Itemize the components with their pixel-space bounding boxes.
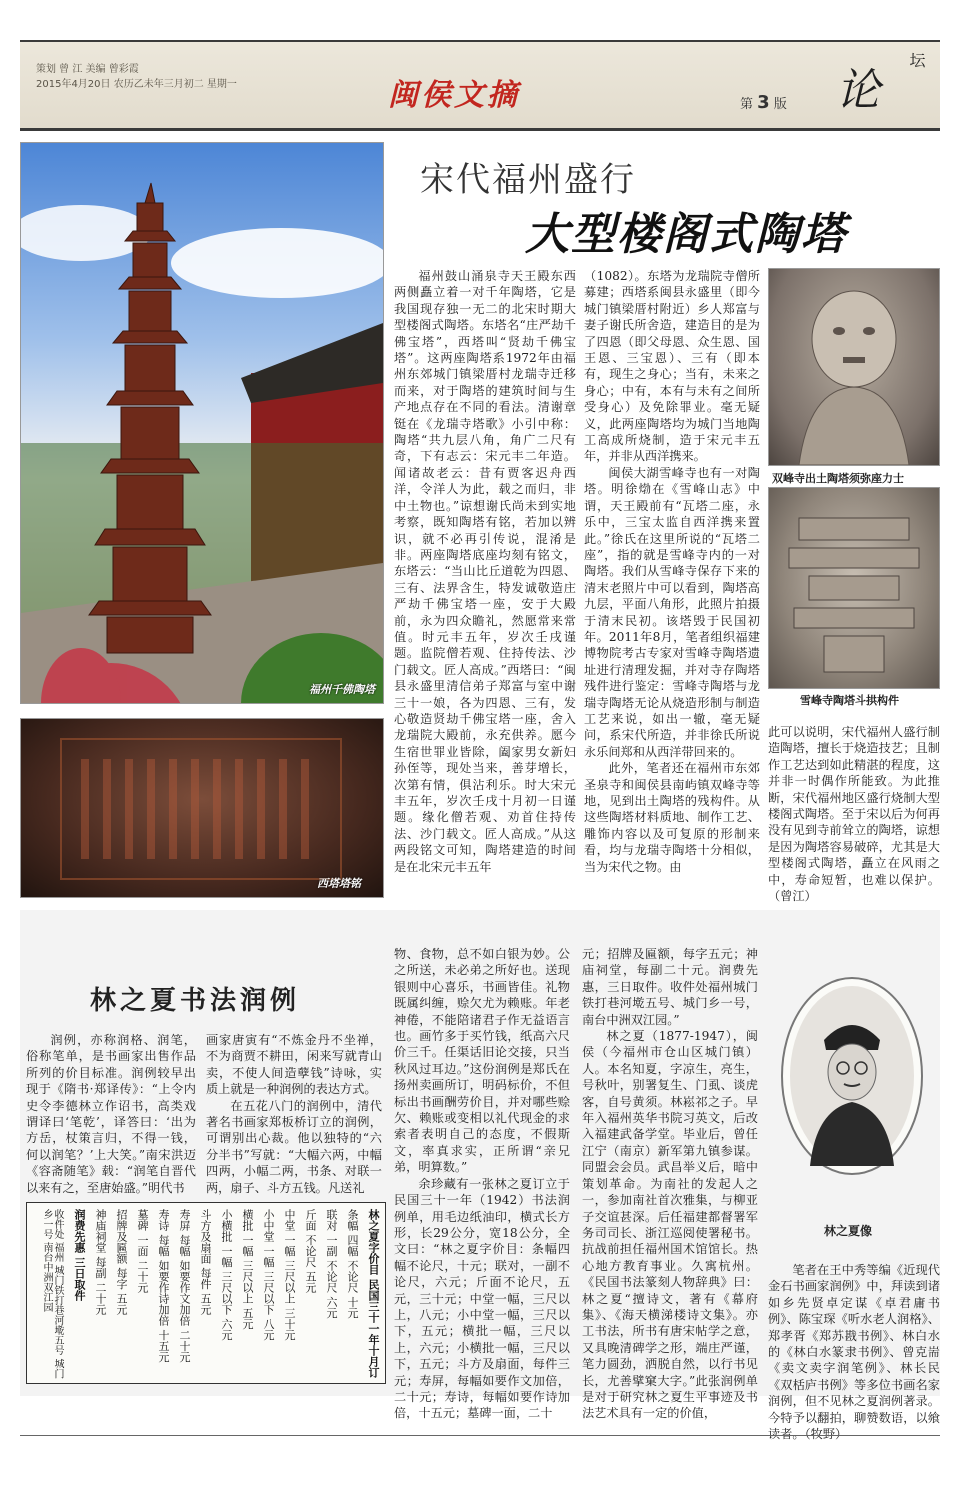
fee-list-item: 斤面 不论尺 五元	[304, 1209, 317, 1293]
article2-paragraph: 在五花八门的润例中，清代著名书画家郑板桥订立的润例，可谓别出心裁。他以独特的“六分半书”写就：“大幅六两，中幅四两，小幅二两，书条、对联一两，扇子、斗方五钱。凡送礼	[206, 1098, 382, 1195]
photo-guardian-figure	[768, 268, 940, 466]
fee-list-address: 收件处 福州 城门铁打巷河墘五号 城门乡一号 南台中洲双江园	[41, 1209, 63, 1379]
article1-paragraph: 福州鼓山涌泉寺天王殿东西两侧矗立着一对千年陶塔，它是我国现存独一无二的北宋时期大型楼阁式陶塔。东塔名“庄严劫千佛宝塔”，西塔叫“贤劫千佛宝塔”。这两座陶塔系1972年由福州东郊城门镇梁厝村龙瑞寺迁移而来，对于陶塔的建筑时间与生产地点存在不同的看法。清谢章铤在《龙瑞寺塔歌》小引中称：陶塔“共九层八角，角广二尺有奇，下有志云：宋元丰二年造。闻诸故老云：昔有贾客迟舟西洋，令洋人为此，载之而归，非中土物也。”谅想谢氏尚未到实地考察，既知陶塔有铭，若加以辨识，就不必再引传说，混淆是非。两座陶塔底座均刻有铭文，东塔云：“当山比丘道乾为四恩、三有、法界含生，特发诚敬造庄严劫千佛宝塔一座，安于大殿前，永为四众瞻礼，然愿常来常值。时元丰五年，岁次壬戌谨题。监院僧若观、住持传法、沙门载文。匠人高成。”西塔曰：“闽县永盛里清信弟子郑富与室中谢三十一娘，各为四恩、三有，发心敬造贤劫千佛宝塔一座，舍入龙瑞院大殿前，永充供养。愿今生宿世罪业皆除，阖家男女新妇孙侄等，现处当来，善芽增长，次第有情，俱沾利乐。时大宋元丰五年，岁次壬戌十月初一日谨题。缘化僧若观、劝首住持传法、沙门载文。匠人高成。”从这两段铭文可知，陶塔建造的时间是在北宋元丰五年	[394, 269, 576, 874]
fee-list-terms: 润费先惠 三日取件	[73, 1209, 86, 1301]
article2-column-1	[26, 1032, 196, 1196]
fee-list-item: 寿诗 每幅 如要作诗加倍 十五元	[157, 1209, 170, 1363]
page-prefix: 第	[740, 97, 754, 112]
article1-column-1	[394, 268, 576, 875]
article2-column-3	[394, 946, 570, 1422]
credits-editors: 策划 曾 江 美编 曾彩霞	[36, 64, 139, 75]
fee-list-item: 条幅 四幅 不论尺 十元	[346, 1209, 359, 1319]
article1-paragraph: （1082）。东塔为龙瑞院寺僧所募建；西塔系闽县永盛里（即今城门镇梁厝村附近）乡人郑富与妻子谢氏所舍造，建造目的是为了四恩（即父母恩、众生恩、国王恩、三宝恩）、三有（即本有，现生之身心；当有，未来之身心；中有，本有与未有之间所受身心）及免除罪业。毫无疑义，此两座陶塔均为城门当地陶工高成所烧制，造于宋元丰五年，并非从西洋携来。	[584, 269, 760, 464]
inscription-texture	[21, 719, 383, 897]
article1-paragraph: 此外，笔者还在福州市东郊圣泉寺和闽侯县南屿镇双峰寺等地，见到出土陶塔的残构件。从这些陶塔材料质地、制作工艺、雕饰内容以及可复原的形制来看，均与龙瑞寺陶塔十分相似，当为宋代之物。由	[584, 761, 760, 874]
photo-portrait-lin-zhixia	[780, 976, 924, 1176]
masthead	[20, 40, 940, 131]
article1-paragraph: 此可以说明，宋代福州人盛行制造陶塔，擅长于烧造技艺；且制作工艺达到如此精湛的程度，这并非一时偶作所能致。为此推断，宋代福州地区盛行烧制大型楼阁式陶塔。至于宋以后为何再没有见到寺前耸立的陶塔，谅想是因为陶塔容易破碎，尤其是大型楼阁式陶塔，矗立在风雨之中，寿命短暂，也难以保护。（曾江）	[768, 725, 940, 904]
article2-column-5	[768, 1262, 940, 1442]
article2-title: 林之夏书法润例	[90, 986, 301, 1016]
fee-list-item: 寿屏 每幅 如要作文加倍 二十元	[178, 1209, 191, 1363]
bracket-shape	[769, 488, 939, 688]
fee-list-item: 墓碑 一面 二十元	[136, 1209, 149, 1293]
pagoda-illustration	[21, 143, 383, 703]
article1-paragraph: 闽侯大湖雪峰寺也有一对陶塔。明徐𤊹在《雪峰山志》中谓，天王殿前有“瓦塔二座，永乐中，三宝太监自西洋携来置此。”徐氏在这里所说的“瓦塔二座”，指的就是雪峰寺内的一对陶塔。我们从雪峰寺保存下来的清末老照片中可以看到，陶塔高九层，平面八角形，此照片拍摄于清末民初。该塔毁于民国初年。2011年8月，笔者组织福建博物院考古专家对雪峰寺陶塔遗址进行清理发掘，并对寺存陶塔残件进行鉴定：雪峰寺陶塔与龙瑞寺陶塔无论从烧造形制与制造工艺来说，如出一辙，毫无疑问，系宋代所造，并非徐氏所说永乐间郑和从西洋带回来的。	[584, 465, 760, 759]
page-bottom-rule	[20, 1435, 940, 1436]
fee-list-item: 横批 一幅 三尺以上 五元	[241, 1209, 254, 1330]
column-logo	[828, 46, 932, 120]
photo-fuzhou-pagoda	[20, 142, 384, 704]
page-number: 3	[757, 92, 770, 113]
column-logo-main: 论	[836, 65, 880, 116]
caption-bracket: 雪峰寺陶塔斗拱构件	[800, 694, 899, 707]
fee-list-item: 联对 一副 不论尺 六元	[325, 1209, 338, 1319]
fee-list-item: 中堂 一幅 三尺以上 三十元	[283, 1209, 296, 1341]
article2-paragraph: 画家唐寅有“不炼金丹不坐禅，不为商贾不耕田，闲来写就青山卖，不使人间造孽钱”诗咏，实质上就是一种润例的表达方式。	[206, 1033, 382, 1097]
column-logo-sub: 坛	[907, 52, 926, 68]
issue-date: 2015年4月20日 农历乙未年三月初二 星期一	[36, 79, 237, 90]
article1-title-line1: 宋代福州盛行	[420, 160, 636, 200]
article1-column-2	[584, 268, 760, 875]
page-number-label	[740, 92, 787, 113]
guardian-figure-shape	[769, 269, 939, 465]
article2-column-4	[582, 946, 758, 1422]
article1-title-line2: 大型楼阁式陶塔	[525, 209, 847, 260]
fee-list-heading: 林之夏字价目 民国三十一年十月订	[367, 1209, 380, 1378]
caption-portrait: 林之夏像	[824, 1224, 873, 1238]
masthead-credits	[36, 62, 237, 92]
fee-list-item: 小横批 一幅 三尺以下 六元	[220, 1209, 233, 1341]
article2-paragraph: 林之夏（1877-1947），闽侯（今福州市仓山区城门镇）人。本名知夏，字凉生，亮生，号秋叶，别署复生、门虱、谈虎客，自号黄须。林崧祁之子。早年入福州英华书院习英文，后改入福建武备学堂。毕业后，曾任江宁（南京）新军第九镇参谋。同盟会会员。武昌举义后，暗中策划革命。为南社的发起人之一，参加南社首次雅集，与柳亚子交谊甚深。后任福建都督署军务司司长、浙江巡阅使署秘书。抗战前担任福州国术馆馆长。热心地方教育事业。久寓杭州。《民国书法篆刻人物辞典》曰：林之夏“擅诗文，著有《幕府集》、《海天横涕楼诗文集》。亦工书法，所书有唐宋帖学之意，又具晚清碑学之形，端庄严谨，笔力圆劲，洒脱自然，以行书见长，尤善擘窠大字。”此张润例单是对于研究林之夏生平事迹及书法艺术具有一定的价值，	[582, 1029, 758, 1421]
portrait-oval	[780, 976, 924, 1176]
photo-bracket-component	[768, 487, 940, 689]
article2-paragraph: 余珍藏有一张林之夏订立于民国三十一年（1942）书法润例单，用毛边纸油印，横式长方形，长29公分，宽18公分，全文曰：“林之夏字价目：条幅四幅不论尺，十元；联对，一副不论尺，六元；斤面不论尺，五元，三十元；中堂一幅，三尺以上，八元；小中堂一幅，三尺以下，五元；横批一幅，三尺以上，六元；小横批一幅，三尺以下，五元；斗方及扇面，每件三元；寿屏，每幅如要作文加倍，二十元；寿诗，每幅如要作诗加倍，十五元；墓碑一面，二十	[394, 1176, 570, 1421]
page-suffix: 版	[773, 97, 787, 112]
fee-list-item: 斗方及扇面 每件 五元	[199, 1209, 212, 1315]
photo-pagoda-inscription	[20, 718, 384, 898]
article2-column-2	[206, 1032, 382, 1196]
article2-paragraph: 笔者在王中秀等编《近现代金石书画家润例》中，拜读到诸如乡先贤卓定谋《卓君庸书例》、陈宝琛《听水老人润格》、郑孝胥《郑苏戡书例》、林白水的《林白水篆隶书例》、曾克耑《卖文卖字润笔例》、林长民《双栝庐书例》等多位书画名家润例，但不见林之夏润例著录。今特予以翻拍，聊赞数语，以飨	[768, 1263, 940, 1425]
caption-inscription: 西塔塔铭	[317, 877, 361, 890]
article2-paragraph: 物、食物，总不如白银为妙。公之所送，未必弟之所好也。送现银则中心喜乐，书画皆佳。礼物既属纠缠，赊欠尤为赖账。年老神倦，不能陪诸君子作无益语言也。画竹多于买竹钱，纸高六尺价三千。任渠话旧论交接，只当秋风过耳边。”这份润例是郑氏在扬州卖画所订，明码标价，不但标出书画酬劳价目，并对哪些赊欠、赖账或变相以礼代现金的求索者表明自己的态度，不假斯文，率真求实，正所谓“亲兄弟，明算数。”	[394, 947, 570, 1175]
article2-paragraph: 元；招牌及匾额，每字五元；神庙祠堂，每副二十元。润费先惠，三日取件。收件处福州城门铁打巷河墘五号、城门乡一号，南台中洲双江园。”	[582, 947, 758, 1027]
article2-paragraph: 润例，亦称润格、润笔，俗称笔单，是书画家出售作品所列的价目标准。润例较早出现于《隋书·郑译传》：“上令内史令李德林立作诏书，高类戏谓译曰‘笔乾’，译答曰：‘出为方岳，杖策言归，不得一钱，何以润笔？’上大笑。”南宋洪迈《容斋随笔》载：“润笔自晋代以来有之，至唐始盛。”明代书	[26, 1033, 196, 1195]
article1-column-3	[768, 724, 940, 904]
caption-pagoda: 福州千佛陶塔	[309, 683, 375, 696]
fee-list-item: 神庙祠堂 每副 二十元	[94, 1209, 107, 1315]
newspaper-logo: 闽侯文摘	[388, 78, 520, 113]
calligraphy-fee-list	[26, 1202, 386, 1384]
caption-guardian-figure: 双峰寺出土陶塔须弥座力士	[772, 472, 904, 485]
fee-list-item: 小中堂 一幅 三尺以下 八元	[262, 1209, 275, 1341]
fee-list-item: 招牌及匾额 每字 五元	[115, 1209, 128, 1315]
